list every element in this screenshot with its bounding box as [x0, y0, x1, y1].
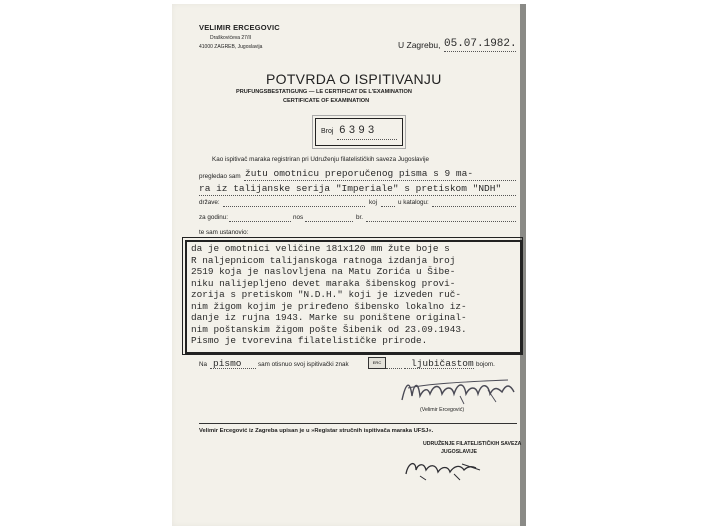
typed-description-1: žutu omotnicu preporučenog pisma s 9 ma-	[245, 168, 474, 179]
pregledao-label: pregledao sam	[199, 173, 241, 180]
stamp-color-typed: ljubičastom	[411, 358, 474, 369]
br-line	[366, 221, 516, 222]
issue-date: 05.07.1982.	[444, 38, 517, 50]
katalogu-label: u katalogu:	[398, 199, 429, 206]
place-label: U Zagrebu,	[398, 40, 441, 50]
title-english: CERTIFICATE OF EXAMINATION	[283, 98, 370, 104]
stamp-mark-line	[386, 368, 402, 369]
registry-statement: Velimir Ercegović iz Zagreba upisan je u »Registar stručnih ispitivača maraka UFSJ«.	[199, 428, 434, 434]
stamp-object-line	[210, 368, 256, 369]
findings-line-7: danje iz rujna 1943. Marke su poništene original-	[191, 312, 467, 323]
signature-caption: (Velimir Ercegović)	[420, 407, 465, 413]
examiner-city: 41000 ZAGREB, Jugoslavija	[199, 44, 263, 50]
footer-rule	[199, 423, 517, 424]
stamp-line-suffix: bojom.	[476, 361, 495, 368]
drzave-line	[223, 206, 365, 207]
examiner-mark-icon	[368, 357, 386, 369]
org-name-line-1: UDRUŽENJE FILATELISTIČKIH SAVEZA	[423, 441, 522, 447]
number-label: Broj	[321, 128, 334, 135]
title-multilingual: PRUFUNGSBESTATIGUNG — LE CERTIFICAT DE L'EXAMINATION	[236, 89, 412, 95]
intro-text: Kao ispitivač maraka registriran pri Udruženju filatelističkih saveza Jugoslavije	[212, 156, 429, 163]
typed-description-2: ra iz talijanske serija "Imperiale" s pretiskom "NDH"	[199, 183, 502, 194]
koj-line	[381, 206, 395, 207]
findings-line-4: niku nalijepljeno devet maraka šibenskog provi-	[191, 277, 456, 289]
findings-line-6: nim žigom kojim je priređeno šibensko lokalno iz-	[191, 300, 467, 312]
nos-line	[305, 221, 353, 222]
findings-line-2: R naljepnicom talijanskoga ratnoga izdanja broj	[191, 254, 456, 266]
stamp-color-line	[404, 368, 474, 369]
za-godinu-label: za godinu:	[199, 214, 229, 221]
findings-line-1: da je omotnici veličine 181x120 mm žute boje s	[191, 243, 450, 254]
examiner-street: Draškovićeva 27/II	[210, 35, 252, 41]
godinu-line	[229, 221, 291, 222]
stamp-line-prefix: Na	[199, 361, 208, 368]
findings-line-8: nim poštanskim žigom pošte Šibenik od 23.09.1943.	[191, 323, 467, 335]
examiner-mark-text: ERC	[372, 360, 382, 365]
certificate-number: 6393	[339, 125, 378, 137]
number-underline	[337, 139, 397, 140]
pregledao-line	[244, 180, 516, 181]
findings-line-5: zorija s pretiskom "N.D.H." koji je izveden ruč-	[191, 289, 462, 300]
katalogu-line	[432, 206, 516, 207]
br-label: br.	[356, 214, 364, 221]
certificate-title: POTVRDA O ISPITIVANJU	[266, 71, 442, 87]
stamp-line-middle: sam otisnuo svoj ispitivački znak	[258, 361, 349, 368]
findings-line-3: 2519 koja je naslovljena na Matu Zorića u Šibe-	[191, 266, 456, 277]
examiner-name: VELIMIR ERCEGOVIC	[199, 23, 280, 32]
org-signature	[402, 456, 487, 484]
examiner-signature	[398, 374, 523, 408]
drzave-label: države:	[199, 199, 220, 206]
ustanovio-label: te sam ustanovio:	[199, 229, 249, 236]
org-name-line-2: JUGOSLAVIJE	[441, 449, 477, 455]
date-underline	[444, 51, 516, 52]
stamp-object-typed: pismo	[213, 358, 242, 369]
findings-line-9: Pismo je tvorevina filatelističke prirode.	[191, 335, 428, 346]
nos-label: nos	[293, 214, 304, 221]
description-line-2	[199, 195, 516, 196]
koj-label: koj	[369, 199, 378, 206]
